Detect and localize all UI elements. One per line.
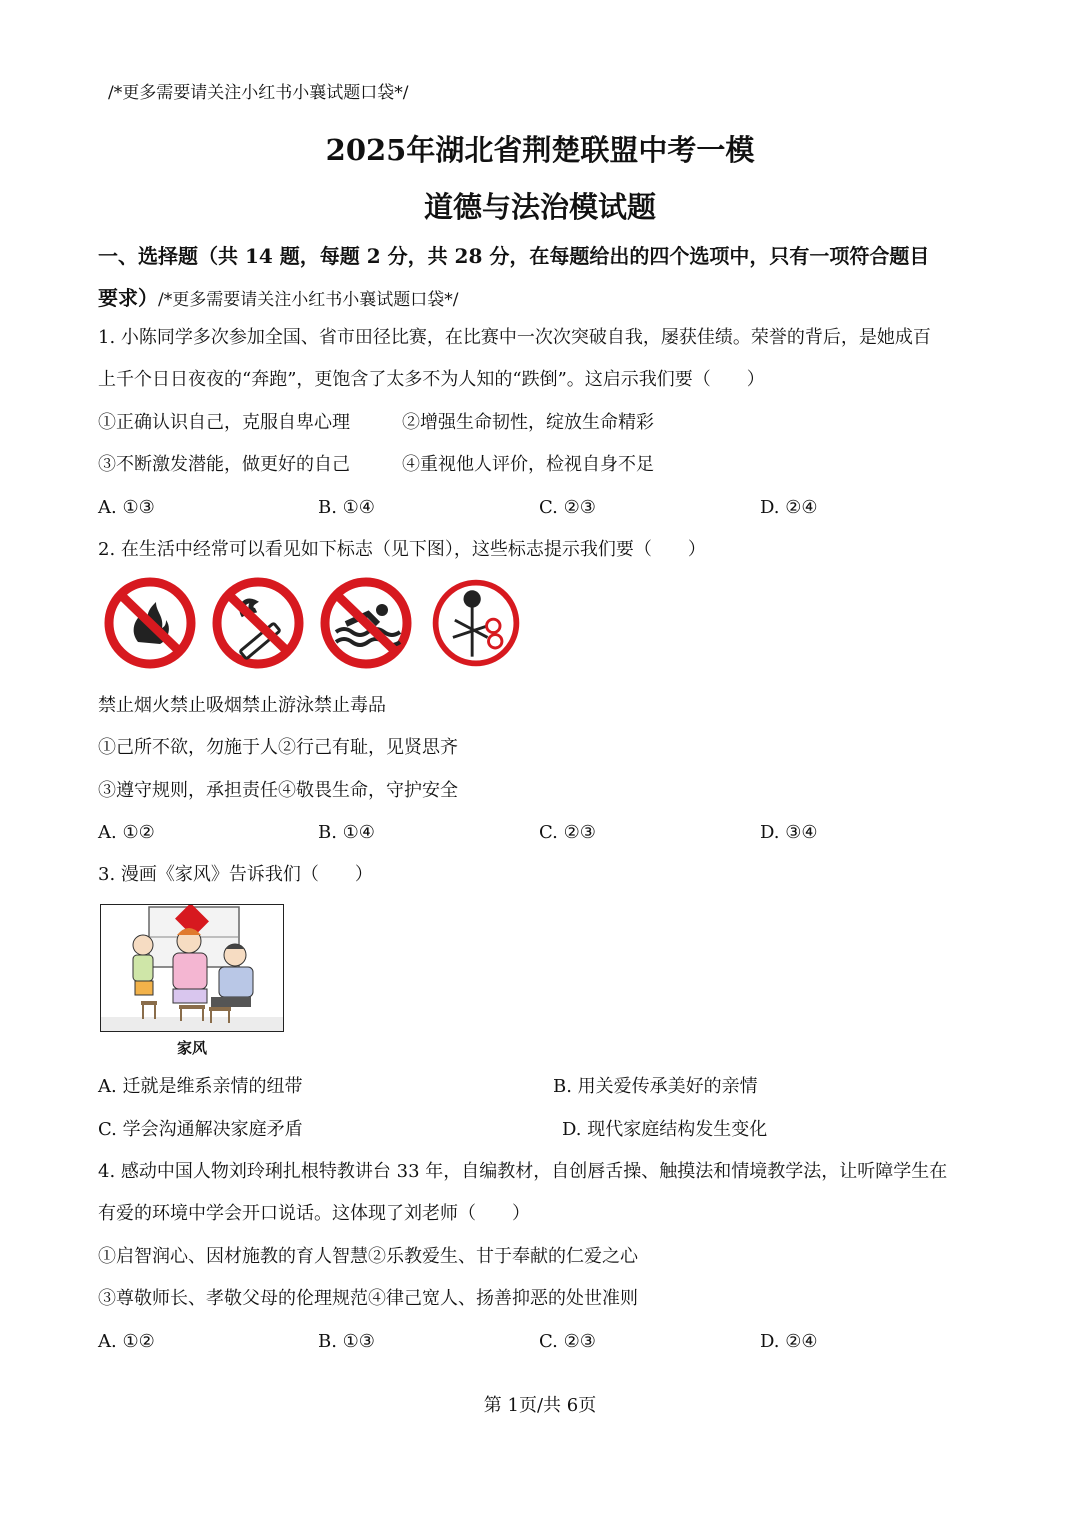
q4-option-a[interactable]: A. ①② bbox=[98, 1331, 155, 1352]
q4-option-c[interactable]: C. ②③ bbox=[539, 1331, 596, 1352]
q1-option-c[interactable]: C. ②③ bbox=[539, 497, 596, 518]
q4-option-b[interactable]: B. ①③ bbox=[318, 1331, 375, 1352]
q3-option-b[interactable]: B. 用关爱传承美好的亲情 bbox=[553, 1076, 758, 1097]
no-drugs-icon bbox=[426, 576, 526, 670]
prohibition-signs bbox=[100, 576, 536, 670]
q4-option-d[interactable]: D. ②④ bbox=[760, 1331, 818, 1352]
section-heading-bold: 要求） bbox=[98, 286, 158, 310]
section-watermark: /*更多需要请关注小红书小襄试题口袋*/ bbox=[158, 290, 459, 310]
family-cartoon-illustration bbox=[101, 905, 283, 1031]
q2-option-d[interactable]: D. ③④ bbox=[760, 822, 818, 843]
cartoon-caption: 家风 bbox=[176, 1039, 207, 1057]
q1-option-b[interactable]: B. ①④ bbox=[318, 497, 375, 518]
no-smoking-icon bbox=[208, 576, 308, 670]
no-swimming-icon bbox=[316, 576, 416, 670]
q1-item-3: ③不断激发潜能，做更好的自己 bbox=[98, 454, 350, 475]
q1-stem-line1: 1. 小陈同学多次参加全国、省市田径比赛，在比赛中一次次突破自我，屡获佳绩。荣誉的背后，是她成百 bbox=[98, 327, 931, 348]
watermark-text: /*更多需要请关注小红书小襄试题口袋*/ bbox=[108, 83, 409, 103]
q1-stem-line2: 上千个日日夜夜的“奔跑”，更饱含了太多不为人知的“跌倒”。这启示我们要（ ） bbox=[98, 369, 765, 390]
section-heading: 一、选择题（共 14 题，每题 2 分，共 28 分，在每题给出的四个选项中，只有一项符合题目 bbox=[98, 244, 930, 268]
q3-option-d[interactable]: D. 现代家庭结构发生变化 bbox=[562, 1119, 768, 1140]
q1-item-4: ④重视他人评价，检视自身不足 bbox=[402, 454, 654, 475]
exam-subtitle: 道德与法治模试题 bbox=[423, 190, 656, 224]
q2-stem: 2. 在生活中经常可以看见如下标志（见下图），这些标志提示我们要（ ） bbox=[98, 539, 706, 560]
q2-items-line1: ①己所不欲，勿施于人②行己有耻，见贤思齐 bbox=[98, 737, 458, 758]
q4-items-line1: ①启智润心、因材施教的育人智慧②乐教爱生、甘于奉献的仁爱之心 bbox=[98, 1246, 638, 1267]
q3-option-c[interactable]: C. 学会沟通解决家庭矛盾 bbox=[98, 1119, 303, 1140]
q2-sign-caption: 禁止烟火禁止吸烟禁止游泳禁止毒品 bbox=[98, 695, 386, 716]
section-heading-cont bbox=[98, 282, 458, 311]
q3-stem: 3. 漫画《家风》告诉我们（ ） bbox=[98, 864, 373, 885]
page-footer: 第 1页/共 6页 bbox=[483, 1395, 597, 1416]
q2-items-line2: ③遵守规则，承担责任④敬畏生命，守护安全 bbox=[98, 780, 458, 801]
no-fire-icon bbox=[100, 576, 200, 670]
q1-item-1: ①正确认识自己，克服自卑心理 bbox=[98, 412, 350, 433]
q3-option-a[interactable]: A. 迁就是维系亲情的纽带 bbox=[98, 1076, 303, 1097]
exam-title: 2025年湖北省荆楚联盟中考一模 bbox=[325, 133, 755, 167]
q1-option-d[interactable]: D. ②④ bbox=[760, 497, 818, 518]
q4-stem-line1: 4. 感动中国人物刘玲琍扎根特教讲台 33 年，自编教材，自创唇舌操、触摸法和情境教学法，让听障学生在 bbox=[98, 1161, 948, 1182]
q2-option-c[interactable]: C. ②③ bbox=[539, 822, 596, 843]
q2-option-b[interactable]: B. ①④ bbox=[318, 822, 375, 843]
family-cartoon bbox=[100, 904, 284, 1032]
q2-option-a[interactable]: A. ①② bbox=[98, 822, 155, 843]
q4-stem-line2: 有爱的环境中学会开口说话。这体现了刘老师（ ） bbox=[98, 1203, 530, 1224]
q1-option-a[interactable]: A. ①③ bbox=[98, 497, 155, 518]
q4-items-line2: ③尊敬师长、孝敬父母的伦理规范④律己宽人、扬善抑恶的处世准则 bbox=[98, 1288, 638, 1309]
q1-item-2: ②增强生命韧性，绽放生命精彩 bbox=[402, 412, 654, 433]
